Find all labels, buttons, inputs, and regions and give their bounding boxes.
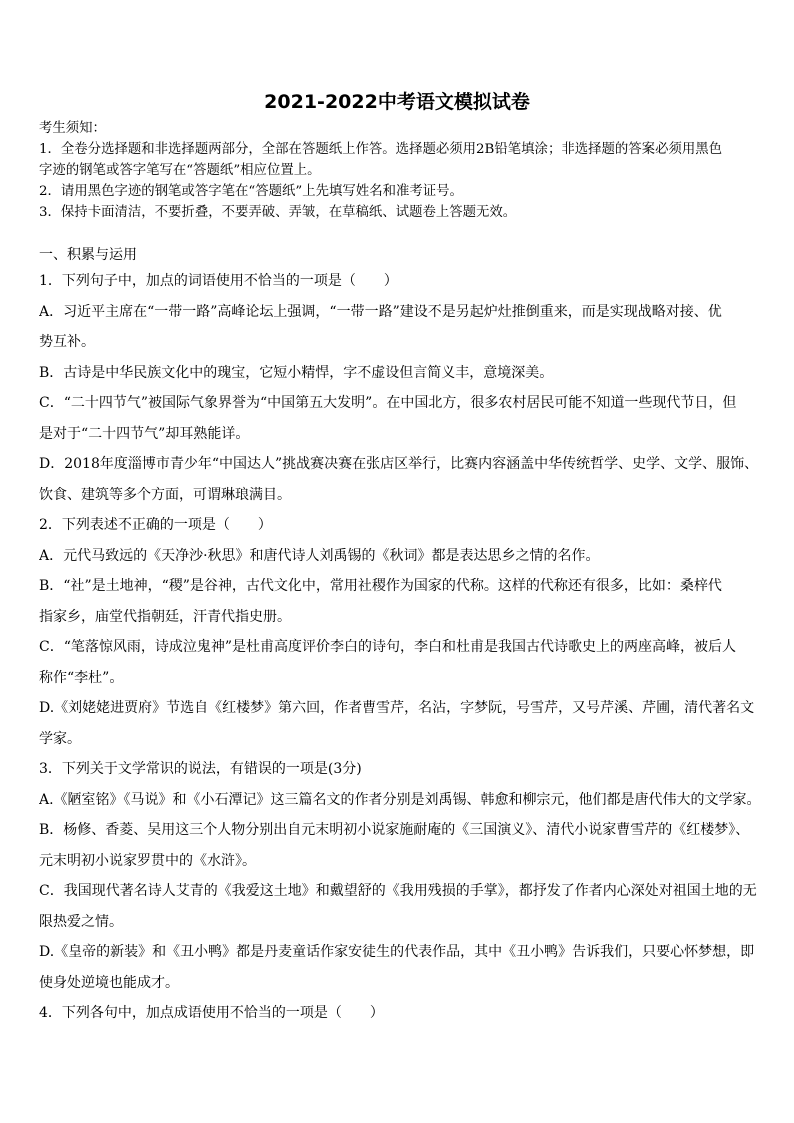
text-line: 3．下列关于文学常识的说法，有错误的一项是(3分): [39, 761, 362, 777]
text-line: A．元代马致远的《天净沙·秋思》和唐代诗人刘禹锡的《秋词》都是表达思乡之情的名作。: [39, 547, 600, 564]
text-line: A.《陋室铭》《马说》和《小石潭记》这三篇名文的作者分别是刘禹锡、韩愈和柳宗元，他们都是唐代伟大的文学家。: [39, 791, 761, 808]
text-line: C．“笔落惊风雨，诗成泣鬼神”是杜甫高度评价李白的诗句，李白和杜甫是我国古代诗歌史上的两座高峰，被后人: [39, 639, 737, 655]
text-line: 使身处逆境也能成才。: [39, 974, 179, 991]
notice-block: [39, 118, 761, 223]
text-line: 元末明初小说家罗贯中的《水浒》。: [39, 852, 256, 869]
text-line: 称作“李杜”。: [39, 669, 124, 686]
text-line: 限热爱之情。: [39, 913, 123, 930]
section-heading: 一、积累与运用: [39, 247, 137, 263]
notice-heading: 考生须知：: [39, 121, 106, 136]
notice-line: 字迹的钢笔或答字笔写在“答题纸”相应位置上。: [39, 163, 321, 178]
text-line: C．“二十四节气”被国际气象界誉为“中国第五大发明”。在中国北方，很多农村居民可能不知道一些现代节日，但: [39, 395, 737, 411]
notice-line: 3．保持卡面清洁，不要折叠，不要弄破、弄皱，在草稿纸、试题卷上答题无效。: [39, 205, 517, 220]
text-line: A．习近平主席在“一带一路”高峰论坛上强调，“一带一路”建设不是另起炉灶推倒重来，而是实现战略对接、优: [39, 303, 722, 320]
text-line: D．2018年度淄博市青少年“中国达人”挑战赛决赛在张店区举行，比赛内容涵盖中华传统哲学、史学、文学、服饰、: [39, 456, 759, 472]
text-line: 饮食、建筑等多个方面，可谓琳琅满目。: [39, 486, 291, 503]
text-line: D.《刘姥姥进贾府》节选自《红楼梦》第六回，作者曹雪芹，名沾，字梦阮，号雪芹，又号芹溪、芹圃，清代著名文: [39, 700, 755, 716]
text-line: B．“社”是土地神，“稷”是谷神，古代文化中，常用社稷作为国家的代称。这样的代称还有很多，比如：桑梓代: [39, 578, 722, 594]
text-line: 2．下列表述不正确的一项是（ ）: [39, 517, 272, 533]
page-title: 2021-2022中考语文模拟试卷: [264, 91, 530, 113]
text-line: B．杨修、香菱、吴用这三个人物分别出自元末明初小说家施耐庵的《三国演义》、清代小说家曹雪芹的《红楼梦》、: [39, 822, 750, 838]
text-line: D.《皇帝的新装》和《丑小鸭》都是丹麦童话作家安徒生的代表作品，其中《丑小鸭》告诉我们，只要心怀梦想，即: [39, 944, 755, 960]
text-line: 势互补。: [39, 334, 95, 350]
question-text: [39, 266, 761, 1029]
text-line: 学家。: [39, 730, 81, 747]
text-line: 4．下列各句中，加点成语使用不恰当的一项是（ ）: [39, 1005, 384, 1021]
text-line: 是对于“二十四节气”却耳熟能详。: [39, 425, 250, 442]
notice-line: 2．请用黑色字迹的钢笔或答字笔在“答题纸”上先填写姓名和准考证号。: [39, 184, 463, 199]
text-line: C．我国现代著名诗人艾青的《我爱这土地》和戴望舒的《我用残损的手掌》，都抒发了作者内心深处对祖国土地的无: [39, 883, 757, 899]
text-line: 1．下列句子中，加点的词语使用不恰当的一项是（ ）: [39, 273, 398, 289]
text-line: B．古诗是中华民族文化中的瑰宝，它短小精悍，字不虚设但言简义丰，意境深美。: [39, 364, 554, 381]
notice-line: 1．全卷分选择题和非选择题两部分，全部在答题纸上作答。选择题必须用2B铅笔填涂；非选择题的答案必须用黑色: [39, 142, 723, 157]
text-line: 指家乡，庙堂代指朝廷，汗青代指史册。: [39, 608, 291, 625]
